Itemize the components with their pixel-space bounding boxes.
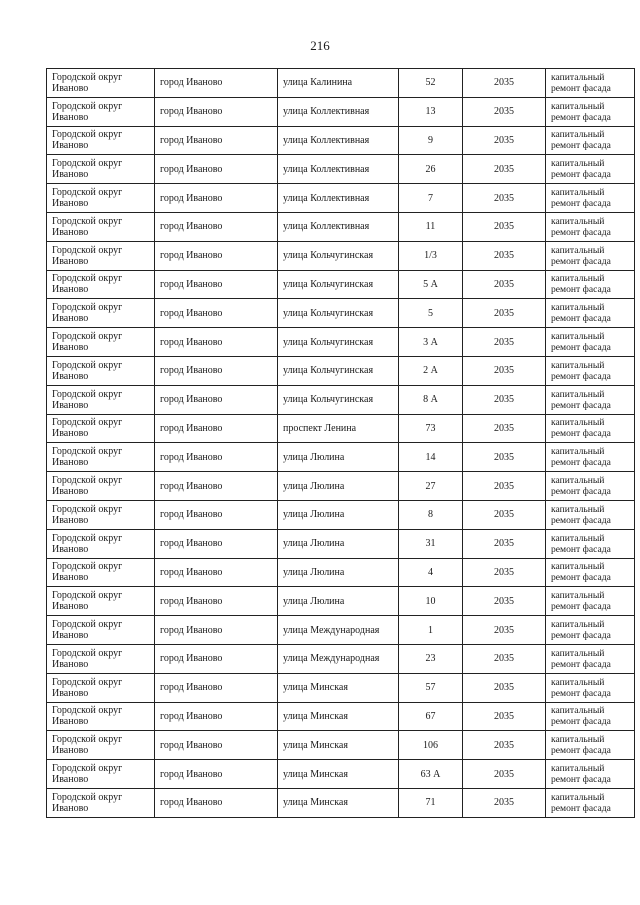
district-line: Иваново [52, 802, 89, 814]
work-type-cell [546, 155, 635, 184]
work-type-line: капитальный [551, 446, 605, 458]
street-cell: улица Калинина [278, 69, 399, 98]
house-number-cell: 57 [399, 673, 463, 702]
work-type-cell [546, 328, 635, 357]
work-type-cell [546, 616, 635, 645]
table-row [47, 558, 635, 587]
work-type-cell [546, 385, 635, 414]
work-type-cell [546, 270, 635, 299]
street-cell: улица Коллективная [278, 97, 399, 126]
street-cell: улица Кольчугинская [278, 328, 399, 357]
district-line: Городской округ [52, 676, 123, 688]
district-cell [47, 788, 155, 817]
year-cell: 2035 [463, 299, 546, 328]
year-cell: 2035 [463, 126, 546, 155]
work-type-line: капитальный [551, 244, 605, 256]
work-type-line: ремонт фасада [551, 399, 611, 411]
district-cell [47, 673, 155, 702]
work-type-line: капитальный [551, 129, 605, 141]
city-cell: город Иваново [155, 212, 278, 241]
city-cell: город Иваново [155, 328, 278, 357]
house-number-cell: 52 [399, 69, 463, 98]
district-line: Городской округ [52, 273, 123, 285]
table-row [47, 184, 635, 213]
table-row [47, 212, 635, 241]
street-cell: проспект Ленина [278, 414, 399, 443]
table-row [47, 443, 635, 472]
street-cell: улица Кольчугинская [278, 270, 399, 299]
work-type-cell [546, 529, 635, 558]
street-cell: улица Минская [278, 673, 399, 702]
district-cell [47, 97, 155, 126]
district-line: Иваново [52, 255, 89, 267]
work-type-line: ремонт фасада [551, 716, 611, 728]
district-line: Иваново [52, 370, 89, 382]
district-line: Городской округ [52, 532, 123, 544]
work-type-line: ремонт фасада [551, 313, 611, 325]
street-cell: улица Коллективная [278, 212, 399, 241]
work-type-line: капитальный [551, 676, 605, 688]
work-type-cell [546, 587, 635, 616]
district-line: Городской округ [52, 388, 123, 400]
street-cell: улица Люлина [278, 472, 399, 501]
house-number-cell: 14 [399, 443, 463, 472]
city-cell: город Иваново [155, 644, 278, 673]
city-cell: город Иваново [155, 270, 278, 299]
district-line: Иваново [52, 774, 89, 786]
city-cell: город Иваново [155, 356, 278, 385]
house-number-cell: 5 [399, 299, 463, 328]
table-row [47, 270, 635, 299]
city-cell: город Иваново [155, 760, 278, 789]
table-row [47, 587, 635, 616]
table-row [47, 644, 635, 673]
city-cell: город Иваново [155, 472, 278, 501]
work-type-line: ремонт фасада [551, 658, 611, 670]
city-cell: город Иваново [155, 299, 278, 328]
house-number-cell: 106 [399, 731, 463, 760]
district-cell [47, 212, 155, 241]
work-type-cell [546, 472, 635, 501]
work-type-line: ремонт фасада [551, 82, 611, 94]
table-row [47, 328, 635, 357]
district-cell [47, 385, 155, 414]
work-type-line: ремонт фасада [551, 774, 611, 786]
street-cell: улица Люлина [278, 500, 399, 529]
city-cell: город Иваново [155, 702, 278, 731]
house-number-cell: 1 [399, 616, 463, 645]
table-row [47, 472, 635, 501]
district-line: Городской округ [52, 100, 123, 112]
district-cell [47, 270, 155, 299]
district-line: Городской округ [52, 244, 123, 256]
work-type-line: ремонт фасада [551, 687, 611, 699]
house-number-cell: 5 А [399, 270, 463, 299]
district-line: Городской округ [52, 158, 123, 170]
street-cell: улица Кольчугинская [278, 299, 399, 328]
table-row [47, 97, 635, 126]
city-cell: город Иваново [155, 500, 278, 529]
table-row [47, 155, 635, 184]
work-type-cell [546, 788, 635, 817]
work-type-line: ремонт фасада [551, 111, 611, 123]
work-type-line: капитальный [551, 302, 605, 314]
district-cell [47, 500, 155, 529]
district-line: Городской округ [52, 791, 123, 803]
year-cell: 2035 [463, 587, 546, 616]
house-number-cell: 23 [399, 644, 463, 673]
street-cell: улица Люлина [278, 587, 399, 616]
work-type-line: капитальный [551, 619, 605, 631]
street-cell: улица Люлина [278, 529, 399, 558]
street-cell: улица Международная [278, 644, 399, 673]
district-line: Городской округ [52, 187, 123, 199]
house-number-cell: 8 А [399, 385, 463, 414]
work-type-line: капитальный [551, 734, 605, 746]
table-row [47, 299, 635, 328]
city-cell: город Иваново [155, 97, 278, 126]
district-line: Иваново [52, 601, 89, 613]
work-type-line: капитальный [551, 647, 605, 659]
street-cell: улица Минская [278, 788, 399, 817]
table-body [47, 69, 635, 818]
table-row [47, 500, 635, 529]
district-cell [47, 558, 155, 587]
work-type-line: ремонт фасада [551, 284, 611, 296]
house-number-cell: 27 [399, 472, 463, 501]
street-cell: улица Кольчугинская [278, 385, 399, 414]
work-type-line: капитальный [551, 532, 605, 544]
district-line: Иваново [52, 630, 89, 642]
district-line: Иваново [52, 514, 89, 526]
city-cell: город Иваново [155, 184, 278, 213]
year-cell: 2035 [463, 702, 546, 731]
district-line: Городской округ [52, 705, 123, 717]
district-line: Иваново [52, 572, 89, 584]
work-type-cell [546, 673, 635, 702]
work-type-line: капитальный [551, 71, 605, 83]
district-cell [47, 155, 155, 184]
work-type-line: капитальный [551, 791, 605, 803]
district-cell [47, 241, 155, 270]
street-cell: улица Минская [278, 702, 399, 731]
city-cell: город Иваново [155, 788, 278, 817]
work-type-cell [546, 644, 635, 673]
work-type-cell [546, 443, 635, 472]
table-row [47, 241, 635, 270]
work-type-line: капитальный [551, 359, 605, 371]
district-line: Иваново [52, 82, 89, 94]
work-type-cell [546, 69, 635, 98]
district-line: Городской округ [52, 503, 123, 515]
district-line: Иваново [52, 313, 89, 325]
work-type-line: капитальный [551, 590, 605, 602]
district-cell [47, 587, 155, 616]
work-type-cell [546, 702, 635, 731]
year-cell: 2035 [463, 443, 546, 472]
work-type-line: ремонт фасада [551, 486, 611, 498]
year-cell: 2035 [463, 673, 546, 702]
district-cell [47, 69, 155, 98]
work-type-line: ремонт фасада [551, 428, 611, 440]
district-line: Городской округ [52, 475, 123, 487]
year-cell: 2035 [463, 328, 546, 357]
house-number-cell: 10 [399, 587, 463, 616]
district-line: Иваново [52, 399, 89, 411]
city-cell: город Иваново [155, 558, 278, 587]
work-type-line: капитальный [551, 388, 605, 400]
district-line: Городской округ [52, 734, 123, 746]
street-cell: улица Минская [278, 760, 399, 789]
work-type-cell [546, 299, 635, 328]
work-type-line: ремонт фасада [551, 601, 611, 613]
district-cell [47, 529, 155, 558]
repair-schedule-table [46, 68, 635, 818]
district-line: Городской округ [52, 590, 123, 602]
district-line: Иваново [52, 457, 89, 469]
city-cell: город Иваново [155, 529, 278, 558]
table-row [47, 702, 635, 731]
work-type-cell [546, 212, 635, 241]
table-row [47, 385, 635, 414]
year-cell: 2035 [463, 472, 546, 501]
house-number-cell: 26 [399, 155, 463, 184]
work-type-line: ремонт фасада [551, 630, 611, 642]
work-type-line: капитальный [551, 417, 605, 429]
city-cell: город Иваново [155, 385, 278, 414]
work-type-line: капитальный [551, 273, 605, 285]
year-cell: 2035 [463, 356, 546, 385]
work-type-line: ремонт фасада [551, 342, 611, 354]
year-cell: 2035 [463, 97, 546, 126]
district-cell [47, 299, 155, 328]
work-type-line: ремонт фасада [551, 543, 611, 555]
district-cell [47, 184, 155, 213]
work-type-cell [546, 184, 635, 213]
work-type-cell [546, 558, 635, 587]
work-type-line: капитальный [551, 705, 605, 717]
district-cell [47, 126, 155, 155]
table-row [47, 126, 635, 155]
work-type-cell [546, 97, 635, 126]
district-cell [47, 356, 155, 385]
work-type-line: ремонт фасада [551, 140, 611, 152]
district-cell [47, 443, 155, 472]
house-number-cell: 11 [399, 212, 463, 241]
table-row [47, 760, 635, 789]
street-cell: улица Коллективная [278, 184, 399, 213]
house-number-cell: 71 [399, 788, 463, 817]
year-cell: 2035 [463, 529, 546, 558]
street-cell: улица Коллективная [278, 155, 399, 184]
city-cell: город Иваново [155, 587, 278, 616]
year-cell: 2035 [463, 731, 546, 760]
district-line: Иваново [52, 543, 89, 555]
work-type-line: ремонт фасада [551, 226, 611, 238]
house-number-cell: 67 [399, 702, 463, 731]
year-cell: 2035 [463, 644, 546, 673]
district-line: Иваново [52, 284, 89, 296]
city-cell: город Иваново [155, 241, 278, 270]
table-row [47, 731, 635, 760]
district-line: Иваново [52, 428, 89, 440]
work-type-line: ремонт фасада [551, 572, 611, 584]
house-number-cell: 3 А [399, 328, 463, 357]
work-type-cell [546, 500, 635, 529]
city-cell: город Иваново [155, 673, 278, 702]
table-row [47, 69, 635, 98]
table-row [47, 788, 635, 817]
house-number-cell: 73 [399, 414, 463, 443]
house-number-cell: 9 [399, 126, 463, 155]
work-type-line: ремонт фасада [551, 802, 611, 814]
table-row [47, 616, 635, 645]
district-cell [47, 414, 155, 443]
city-cell: город Иваново [155, 443, 278, 472]
district-cell [47, 328, 155, 357]
house-number-cell: 8 [399, 500, 463, 529]
district-line: Городской округ [52, 446, 123, 458]
district-cell [47, 616, 155, 645]
district-line: Городской округ [52, 302, 123, 314]
work-type-line: ремонт фасада [551, 370, 611, 382]
house-number-cell: 1/3 [399, 241, 463, 270]
district-line: Иваново [52, 226, 89, 238]
district-line: Иваново [52, 140, 89, 152]
district-line: Иваново [52, 169, 89, 181]
district-line: Иваново [52, 486, 89, 498]
year-cell: 2035 [463, 212, 546, 241]
street-cell: улица Кольчугинская [278, 241, 399, 270]
year-cell: 2035 [463, 760, 546, 789]
house-number-cell: 4 [399, 558, 463, 587]
work-type-line: капитальный [551, 187, 605, 199]
work-type-line: ремонт фасада [551, 169, 611, 181]
district-line: Городской округ [52, 417, 123, 429]
work-type-line: ремонт фасада [551, 745, 611, 757]
work-type-line: капитальный [551, 215, 605, 227]
work-type-cell [546, 414, 635, 443]
district-line: Городской округ [52, 763, 123, 775]
district-cell [47, 760, 155, 789]
city-cell: город Иваново [155, 126, 278, 155]
work-type-line: капитальный [551, 331, 605, 343]
work-type-line: капитальный [551, 763, 605, 775]
district-cell [47, 472, 155, 501]
work-type-cell [546, 126, 635, 155]
house-number-cell: 13 [399, 97, 463, 126]
street-cell: улица Коллективная [278, 126, 399, 155]
district-line: Иваново [52, 658, 89, 670]
city-cell: город Иваново [155, 155, 278, 184]
house-number-cell: 7 [399, 184, 463, 213]
year-cell: 2035 [463, 69, 546, 98]
district-line: Городской округ [52, 215, 123, 227]
work-type-line: капитальный [551, 503, 605, 515]
work-type-line: ремонт фасада [551, 198, 611, 210]
work-type-line: ремонт фасада [551, 514, 611, 526]
street-cell: улица Кольчугинская [278, 356, 399, 385]
year-cell: 2035 [463, 788, 546, 817]
work-type-cell [546, 731, 635, 760]
street-cell: улица Люлина [278, 443, 399, 472]
house-number-cell: 31 [399, 529, 463, 558]
street-cell: улица Люлина [278, 558, 399, 587]
city-cell: город Иваново [155, 731, 278, 760]
work-type-cell [546, 356, 635, 385]
house-number-cell: 63 А [399, 760, 463, 789]
year-cell: 2035 [463, 241, 546, 270]
city-cell: город Иваново [155, 414, 278, 443]
street-cell: улица Минская [278, 731, 399, 760]
district-cell [47, 644, 155, 673]
house-number-cell: 2 А [399, 356, 463, 385]
district-cell [47, 702, 155, 731]
district-line: Городской округ [52, 359, 123, 371]
table-row [47, 673, 635, 702]
work-type-cell [546, 760, 635, 789]
year-cell: 2035 [463, 155, 546, 184]
district-line: Городской округ [52, 647, 123, 659]
work-type-line: капитальный [551, 561, 605, 573]
work-type-line: ремонт фасада [551, 255, 611, 267]
year-cell: 2035 [463, 385, 546, 414]
district-line: Иваново [52, 745, 89, 757]
work-type-line: капитальный [551, 158, 605, 170]
district-line: Городской округ [52, 619, 123, 631]
work-type-line: ремонт фасада [551, 457, 611, 469]
year-cell: 2035 [463, 184, 546, 213]
district-line: Иваново [52, 687, 89, 699]
work-type-line: капитальный [551, 475, 605, 487]
district-line: Иваново [52, 342, 89, 354]
work-type-line: капитальный [551, 100, 605, 112]
district-line: Городской округ [52, 561, 123, 573]
street-cell: улица Международная [278, 616, 399, 645]
city-cell: город Иваново [155, 69, 278, 98]
table-row [47, 529, 635, 558]
table-row [47, 356, 635, 385]
district-line: Городской округ [52, 129, 123, 141]
district-line: Городской округ [52, 331, 123, 343]
page-number: 216 [310, 38, 330, 53]
year-cell: 2035 [463, 500, 546, 529]
year-cell: 2035 [463, 558, 546, 587]
year-cell: 2035 [463, 414, 546, 443]
city-cell: город Иваново [155, 616, 278, 645]
work-type-cell [546, 241, 635, 270]
district-line: Иваново [52, 111, 89, 123]
year-cell: 2035 [463, 270, 546, 299]
district-line: Иваново [52, 198, 89, 210]
year-cell: 2035 [463, 616, 546, 645]
district-line: Городской округ [52, 71, 123, 83]
table-row [47, 414, 635, 443]
district-cell [47, 731, 155, 760]
district-line: Иваново [52, 716, 89, 728]
